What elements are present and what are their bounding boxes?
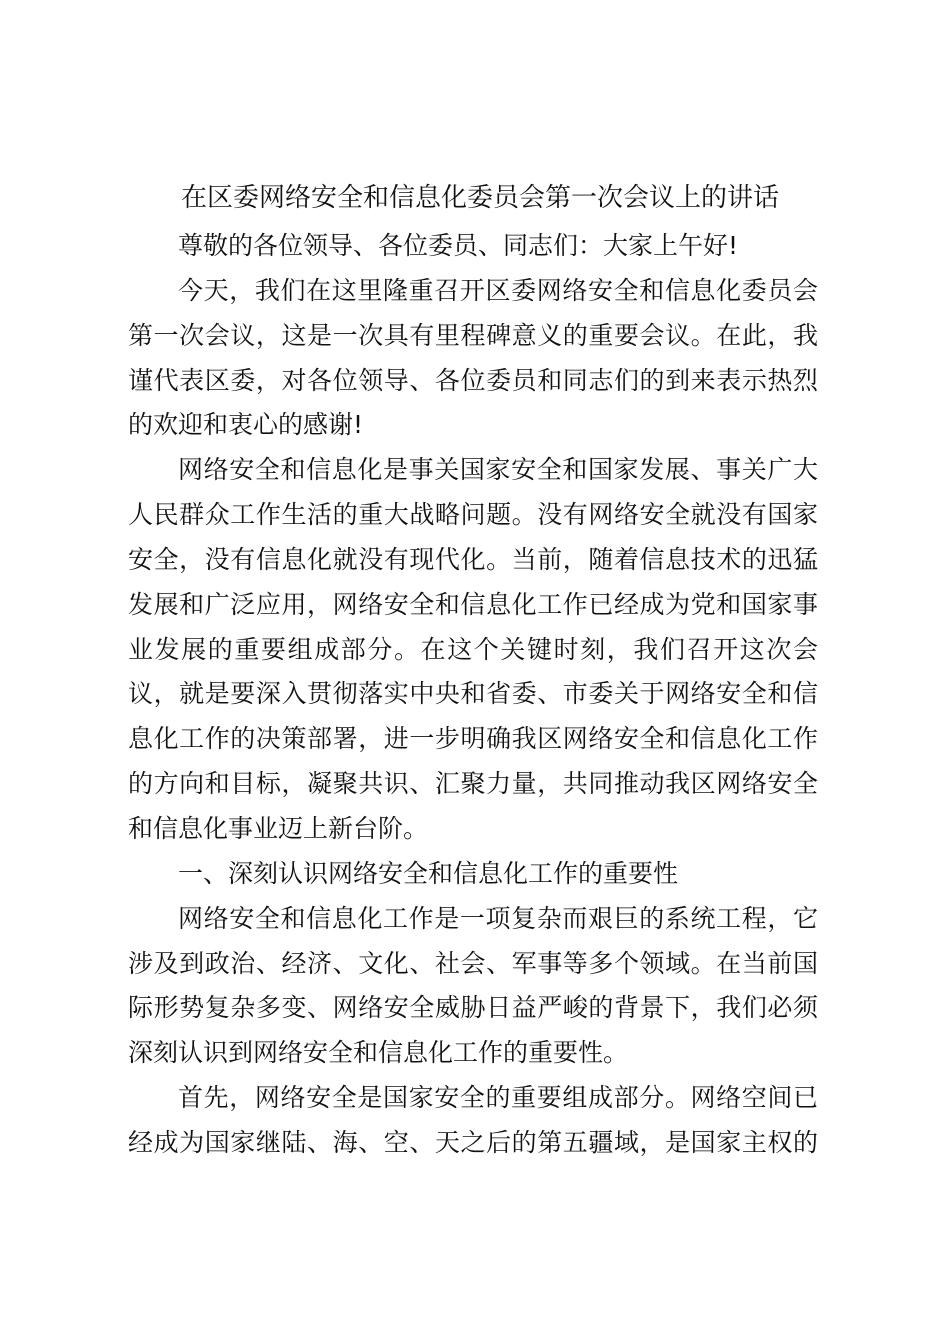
opening-paragraph: 今天，我们在这里隆重召开区委网络安全和信息化委员会第一次会议，这是一次具有里程碑意义的重要会议。在此，我谨代表区委，对各位领导、各位委员和同志们的到来表示热烈的欢迎和衷心的感谢! — [128, 275, 818, 440]
first-point-paragraph: 首先，网络安全是国家安全的重要组成部分。网络空间已经成为国家继陆、海、空、天之后的第五疆域，是国家主权的 — [128, 1083, 818, 1157]
importance-paragraph: 网络安全和信息化工作是一项复杂而艰巨的系统工程，它涉及到政治、经济、文化、社会、军事等多个领域。在当前国际形势复杂多变、网络安全威胁日益严峻的背景下，我们必须深刻认识到网络安全和信息化工作的重要性。 — [128, 903, 818, 1068]
section-heading-1: 一、深刻认识网络安全和信息化工作的重要性 — [178, 858, 679, 888]
document-title: 在区委网络安全和信息化委员会第一次会议上的讲话 — [180, 183, 779, 213]
document-body — [128, 224, 818, 1166]
greeting-paragraph: 尊敬的各位领导、各位委员、同志们：大家上午好! — [178, 231, 739, 260]
significance-paragraph: 网络安全和信息化是事关国家安全和国家发展、事关广大人民群众工作生活的重大战略问题。没有网络安全就没有国家安全，没有信息化就没有现代化。当前，随着信息技术的迅猛发展和广泛应用，网络安全和信息化工作已经成为党和国家事业发展的重要组成部分。在这个关键时刻，我们召开这次会议，就是要深入贯彻落实中央和省委、市委关于网络安全和信息化工作的决策部署，进一步明确我区网络安全和信息化工作的方向和目标，凝聚共识、汇聚力量，共同推动我区网络安全和信息化事业迈上新台阶。 — [128, 455, 818, 843]
